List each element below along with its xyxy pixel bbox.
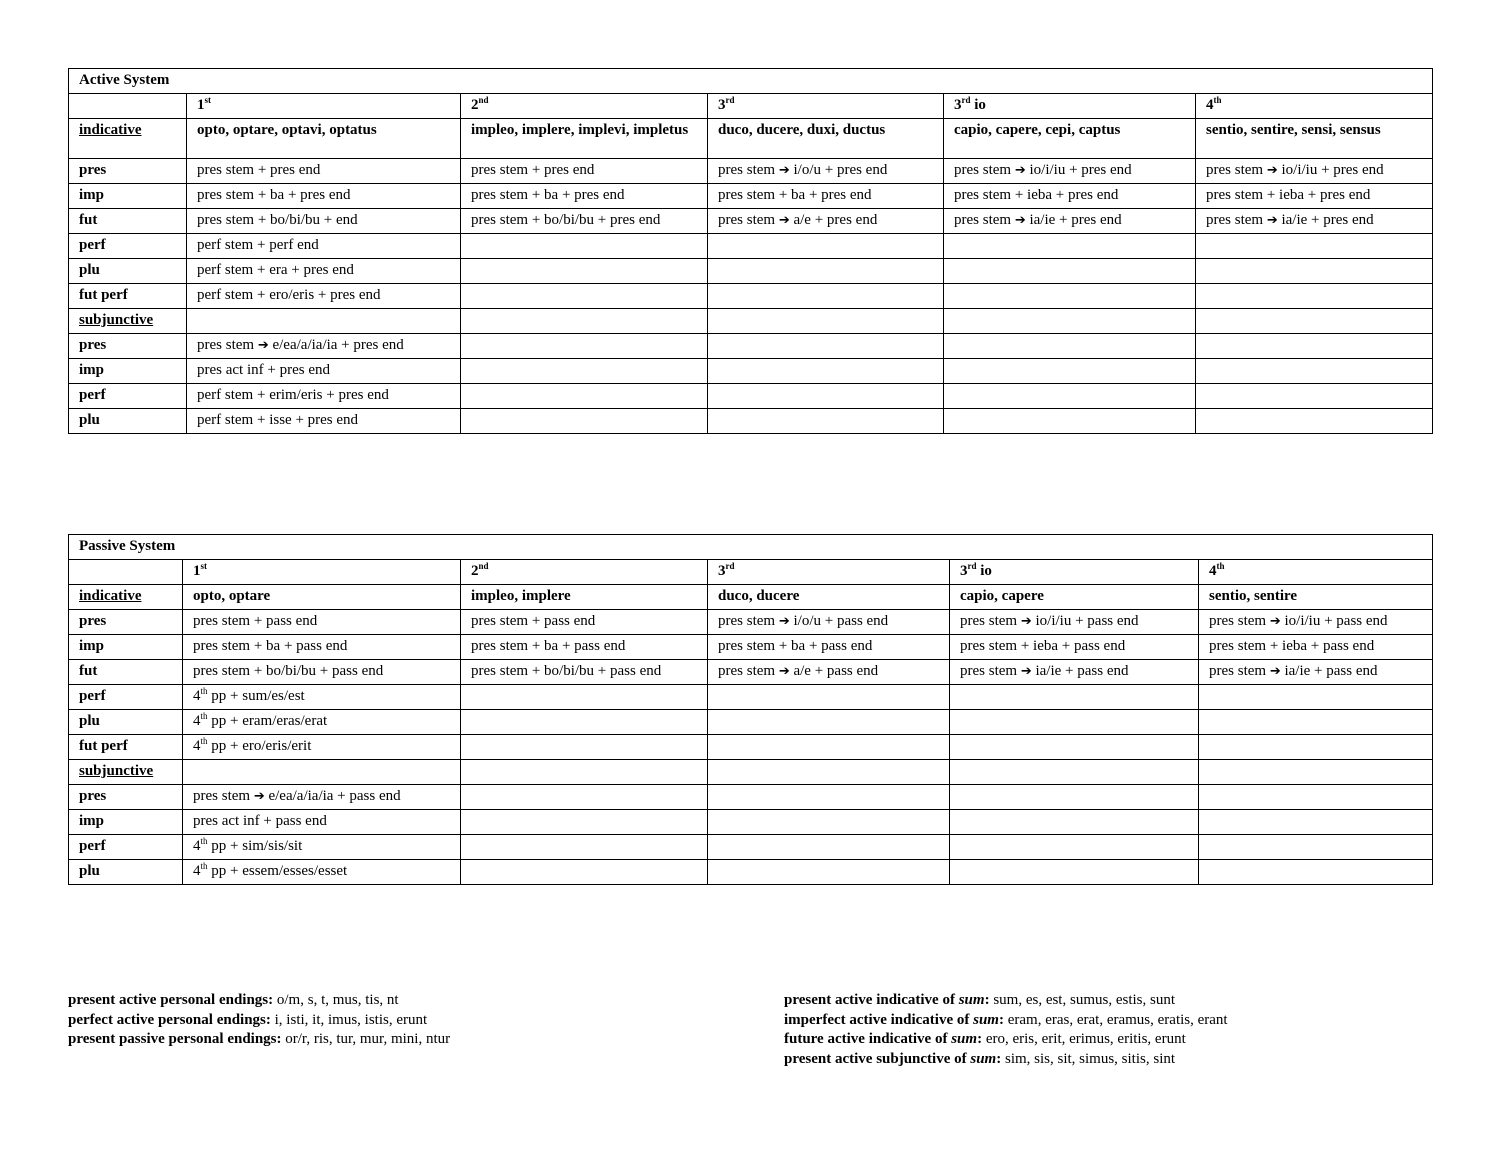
arrow-icon: ➔	[257, 338, 269, 353]
tense-label: imp	[69, 635, 183, 660]
formula-cell: 4th pp + essem/esses/esset	[183, 860, 461, 885]
mood-label: subjunctive	[69, 760, 183, 785]
conj-header-4: 4th	[1199, 560, 1433, 585]
table-title: Active System	[69, 69, 1433, 94]
formula-cell: perf stem + perf end	[187, 234, 461, 259]
principal-parts: impleo, implere, implevi, impletus	[461, 119, 708, 159]
principal-parts: opto, optare	[183, 585, 461, 610]
formula-cell: 4th pp + ero/eris/erit	[183, 735, 461, 760]
formula-cell: pres stem ➔ e/ea/a/ia/ia + pass end	[183, 785, 461, 810]
formula-cell: pres stem ➔ ia/ie + pres end	[944, 209, 1196, 234]
formula-cell: pres stem ➔ io/i/iu + pass end	[1199, 610, 1433, 635]
formula-cell: 4th pp + eram/eras/erat	[183, 710, 461, 735]
note-line: present active indicative of sum: sum, es, est, sumus, estis, sunt	[784, 992, 1175, 1008]
formula-cell: 4th pp + sim/sis/sit	[183, 835, 461, 860]
mood-label: subjunctive	[69, 309, 187, 334]
formula-cell: pres stem + ba + pres end	[708, 184, 944, 209]
tense-label: pres	[69, 334, 187, 359]
arrow-icon: ➔	[1269, 614, 1281, 629]
table-row	[69, 635, 1433, 660]
tense-label: pres	[69, 610, 183, 635]
table-row	[69, 835, 1433, 860]
formula-cell: pres stem + pres end	[461, 159, 708, 184]
conjugation-header-row	[69, 94, 1433, 119]
formula-cell: perf stem + ero/eris + pres end	[187, 284, 461, 309]
formula-cell: pres stem ➔ e/ea/a/ia/ia + pres end	[187, 334, 461, 359]
personal-endings-notes	[68, 991, 450, 1050]
tense-label: imp	[69, 184, 187, 209]
table-row	[69, 735, 1433, 760]
formula-cell: pres stem + ieba + pres end	[1196, 184, 1433, 209]
formula-cell: pres stem ➔ ia/ie + pres end	[1196, 209, 1433, 234]
table-row	[69, 860, 1433, 885]
table-row	[69, 710, 1433, 735]
formula-cell: perf stem + era + pres end	[187, 259, 461, 284]
tense-label: perf	[69, 685, 183, 710]
arrow-icon: ➔	[1020, 664, 1032, 679]
conj-header-1: 1st	[187, 94, 461, 119]
conj-header-4: 4th	[1196, 94, 1433, 119]
principal-parts: impleo, implere	[461, 585, 708, 610]
tense-label: plu	[69, 259, 187, 284]
sum-forms-notes	[784, 991, 1228, 1069]
tense-label: pres	[69, 785, 183, 810]
arrow-icon: ➔	[1266, 163, 1278, 178]
table-row	[69, 259, 1433, 284]
formula-cell: 4th pp + sum/es/est	[183, 685, 461, 710]
tense-label: fut perf	[69, 735, 183, 760]
formula-cell: pres stem ➔ a/e + pass end	[708, 660, 950, 685]
principal-parts: duco, ducere, duxi, ductus	[708, 119, 944, 159]
conj-header-2: 2nd	[461, 560, 708, 585]
arrow-icon: ➔	[778, 213, 790, 228]
formula-cell: pres stem ➔ io/i/iu + pass end	[950, 610, 1199, 635]
conj-header-3io: 3rd io	[944, 94, 1196, 119]
formula-cell: pres stem + ieba + pres end	[944, 184, 1196, 209]
active-system-table	[68, 68, 1433, 434]
principal-parts: opto, optare, optavi, optatus	[187, 119, 461, 159]
formula-cell: perf stem + isse + pres end	[187, 409, 461, 434]
table-title-row	[69, 535, 1433, 560]
arrow-icon: ➔	[253, 789, 265, 804]
formula-cell: pres stem + bo/bi/bu + pres end	[461, 209, 708, 234]
subjunctive-header-row	[69, 760, 1433, 785]
formula-cell: pres stem + pres end	[187, 159, 461, 184]
mood-label: indicative	[69, 585, 183, 610]
table-row	[69, 359, 1433, 384]
table-row	[69, 384, 1433, 409]
table-row	[69, 234, 1433, 259]
arrow-icon: ➔	[1014, 163, 1026, 178]
tense-label: perf	[69, 384, 187, 409]
note-line: present active personal endings: o/m, s, t, mus, tis, nt	[68, 992, 399, 1008]
note-line: perfect active personal endings: i, isti, it, imus, istis, erunt	[68, 1011, 428, 1028]
conj-header-1: 1st	[183, 560, 461, 585]
tense-label: plu	[69, 710, 183, 735]
tense-label: plu	[69, 409, 187, 434]
tense-label: perf	[69, 234, 187, 259]
table-row	[69, 159, 1433, 184]
arrow-icon: ➔	[778, 664, 790, 679]
formula-cell: pres stem + bo/bi/bu + pass end	[461, 660, 708, 685]
formula-cell: pres stem + ieba + pass end	[1199, 635, 1433, 660]
formula-cell: pres stem + ba + pass end	[461, 635, 708, 660]
table-row	[69, 610, 1433, 635]
conj-header-3io: 3rd io	[950, 560, 1199, 585]
formula-cell: pres stem + pass end	[461, 610, 708, 635]
formula-cell: pres act inf + pass end	[183, 810, 461, 835]
tense-label: perf	[69, 835, 183, 860]
note-line: imperfect active indicative of sum: eram, eras, erat, eramus, eratis, erant	[784, 1011, 1228, 1028]
formula-cell: pres stem ➔ a/e + pres end	[708, 209, 944, 234]
table-title: Passive System	[69, 535, 1433, 560]
note-line: future active indicative of sum: ero, eris, erit, erimus, eritis, erunt	[784, 1031, 1186, 1047]
principal-parts-row	[69, 119, 1433, 159]
formula-cell: pres stem ➔ io/i/iu + pres end	[1196, 159, 1433, 184]
table-row	[69, 209, 1433, 234]
table-row	[69, 184, 1433, 209]
formula-cell: pres act inf + pres end	[187, 359, 461, 384]
tense-label: imp	[69, 810, 183, 835]
table-row	[69, 810, 1433, 835]
conj-header-3: 3rd	[708, 94, 944, 119]
arrow-icon: ➔	[1014, 213, 1026, 228]
tense-label: plu	[69, 860, 183, 885]
formula-cell: pres stem + bo/bi/bu + end	[187, 209, 461, 234]
arrow-icon: ➔	[1269, 664, 1281, 679]
formula-cell: pres stem ➔ i/o/u + pass end	[708, 610, 950, 635]
formula-cell: pres stem + ba + pres end	[461, 184, 708, 209]
table-row	[69, 785, 1433, 810]
principal-parts: sentio, sentire	[1199, 585, 1433, 610]
formula-cell: pres stem ➔ ia/ie + pass end	[1199, 660, 1433, 685]
conj-header-2: 2nd	[461, 94, 708, 119]
formula-cell: pres stem + ba + pass end	[183, 635, 461, 660]
formula-cell: pres stem + bo/bi/bu + pass end	[183, 660, 461, 685]
table-row	[69, 660, 1433, 685]
formula-cell: pres stem ➔ i/o/u + pres end	[708, 159, 944, 184]
tense-label: fut	[69, 209, 187, 234]
tense-label: imp	[69, 359, 187, 384]
tense-label: pres	[69, 159, 187, 184]
note-line: present active subjunctive of sum: sim, sis, sit, simus, sitis, sint	[784, 1050, 1176, 1067]
formula-cell: perf stem + erim/eris + pres end	[187, 384, 461, 409]
subjunctive-header-row	[69, 309, 1433, 334]
arrow-icon: ➔	[1266, 213, 1278, 228]
arrow-icon: ➔	[778, 163, 790, 178]
note-line: present passive personal endings: or/r, ris, tur, mur, mini, ntur	[68, 1031, 451, 1047]
tense-label: fut perf	[69, 284, 187, 309]
principal-parts: capio, capere, cepi, captus	[944, 119, 1196, 159]
formula-cell: pres stem + pass end	[183, 610, 461, 635]
table-row	[69, 284, 1433, 309]
formula-cell: pres stem + ba + pass end	[708, 635, 950, 660]
conjugation-header-row	[69, 560, 1433, 585]
table-row	[69, 334, 1433, 359]
table-row	[69, 685, 1433, 710]
formula-cell: pres stem ➔ io/i/iu + pres end	[944, 159, 1196, 184]
formula-cell: pres stem ➔ ia/ie + pass end	[950, 660, 1199, 685]
mood-label: indicative	[69, 119, 187, 159]
principal-parts: capio, capere	[950, 585, 1199, 610]
table-title-row	[69, 69, 1433, 94]
conj-header-3: 3rd	[708, 560, 950, 585]
formula-cell: pres stem + ba + pres end	[187, 184, 461, 209]
table-row	[69, 409, 1433, 434]
principal-parts-row	[69, 585, 1433, 610]
tense-label: fut	[69, 660, 183, 685]
passive-system-table	[68, 534, 1433, 885]
formula-cell: pres stem + ieba + pass end	[950, 635, 1199, 660]
principal-parts: duco, ducere	[708, 585, 950, 610]
principal-parts: sentio, sentire, sensi, sensus	[1196, 119, 1433, 159]
arrow-icon: ➔	[778, 614, 790, 629]
arrow-icon: ➔	[1020, 614, 1032, 629]
